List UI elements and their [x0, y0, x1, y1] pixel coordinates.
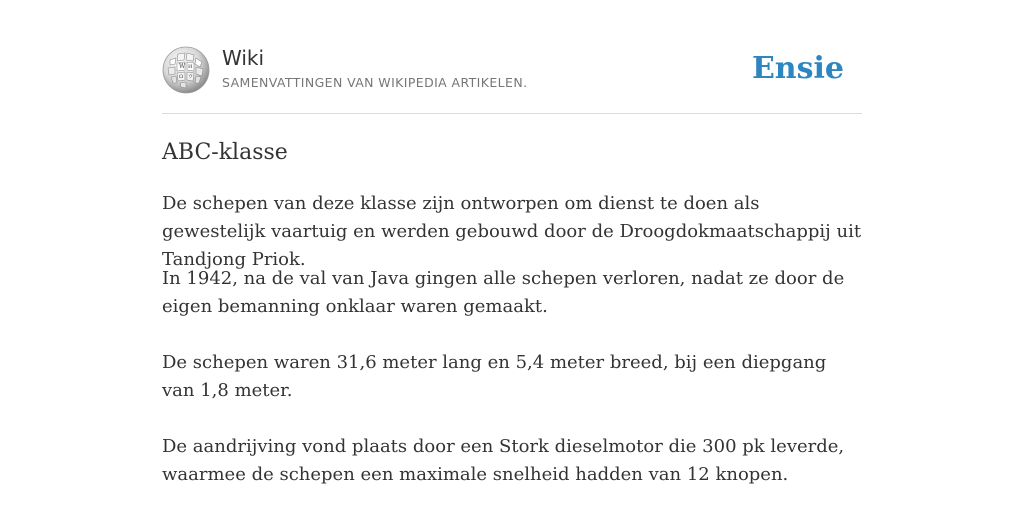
svg-text:W: W — [179, 63, 186, 70]
article-paragraph: De aandrijving vond plaats door een Stork dieselmotor die 300 pk leverde, waarmee de schepen een maximale snelheid hadden van 12 knopen. — [162, 436, 845, 485]
article-paragraph: In 1942, na de val van Java gingen alle schepen verloren, nadat ze door de eigen bemanning onklaar waren gemaakt. — [162, 268, 845, 317]
wikipedia-globe-icon[interactable] — [162, 46, 210, 94]
site-title[interactable]: Wiki — [222, 46, 265, 70]
page — [162, 0, 862, 485]
article-paragraph: De schepen van deze klasse zijn ontworpen om dienst te doen als gewestelijk vaartuig en werden gebouwd door de Droogdokmaatschappij uit Tandjong Priok. — [162, 193, 862, 270]
site-tagline: SAMENVATTINGEN VAN WIKIPEDIA ARTIKELEN. — [222, 75, 528, 90]
brand-logo[interactable]: Ensie — [751, 51, 844, 86]
svg-text:ウ: ウ — [188, 74, 194, 80]
site-header — [162, 0, 862, 114]
article-title: ABC-klasse — [162, 140, 288, 165]
svg-text:И: И — [188, 64, 193, 70]
article-paragraph: De schepen waren 31,6 meter lang en 5,4 meter breed, bij een diepgang van 1,8 meter. — [162, 352, 827, 401]
svg-text:Ω: Ω — [179, 74, 184, 80]
